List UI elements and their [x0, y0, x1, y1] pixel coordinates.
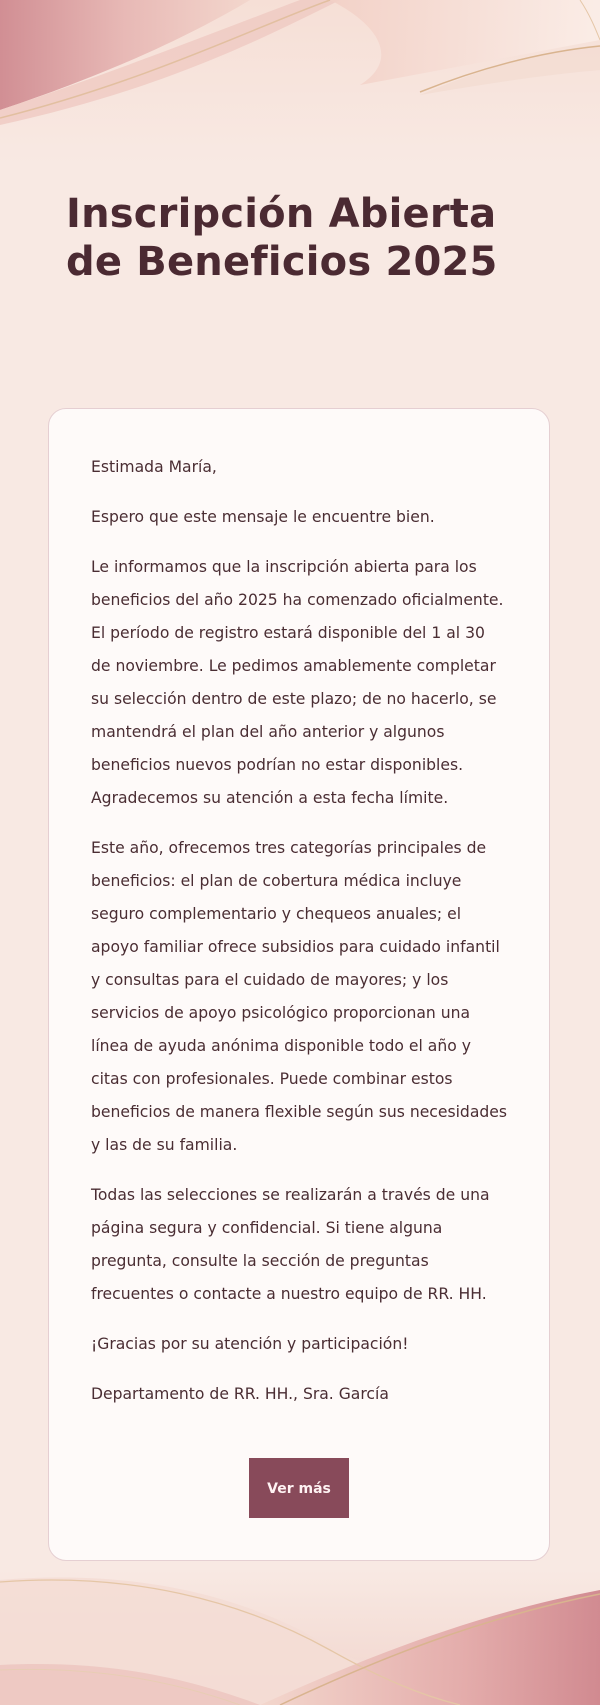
letter-paragraph-selection: Todas las selecciones se realizarán a través de una página segura y confidencial. Si tiene alguna pregunta, consulte la sección de preguntas frecuentes o contacte a nuestro equipo de RR. HH. [91, 1186, 490, 1303]
decorative-footer-background [0, 1570, 600, 1705]
page-title: Inscripción Abierta de Beneficios 2025 [66, 191, 498, 285]
letter-paragraph-categories: Este año, ofrecemos tres categorías principales de beneficios: el plan de cobertura médica incluye seguro complementario y chequeos anuales; el apoyo familiar ofrece subsidios para cuidado infantil y consultas para el cuidado de mayores; y los servicios de apoyo psicológico proporcionan una línea de ayuda anónima disponible todo el año y citas con profesionales. Puede combinar estos beneficios de manera flexible según sus necesidades y las de su familia. [91, 839, 507, 1154]
see-more-button[interactable]: Ver más [249, 1458, 349, 1518]
letter-thanks: ¡Gracias por su atención y participación! [91, 1335, 409, 1353]
letter-intro: Espero que este mensaje le encuentre bien. [91, 508, 435, 526]
decorative-header-background [0, 0, 600, 165]
letter-greeting: Estimada María, [91, 458, 217, 476]
letter-signature: Departamento de RR. HH., Sra. García [91, 1385, 389, 1403]
letter-card [48, 408, 550, 1561]
letter-paragraph-enrollment: Le informamos que la inscripción abierta para los beneficios del año 2025 ha comenzado oficialmente. El período de registro estará disponible del 1 al 30 de noviembre. Le pedimos amablemente completar su selección dentro de este plazo; de no hacerlo, se mantendrá el plan del año anterior y algunos beneficios nuevos podrían no estar disponibles. Agradecemos su atención a esta fecha límite. [91, 558, 504, 807]
cta-container [49, 1458, 549, 1518]
